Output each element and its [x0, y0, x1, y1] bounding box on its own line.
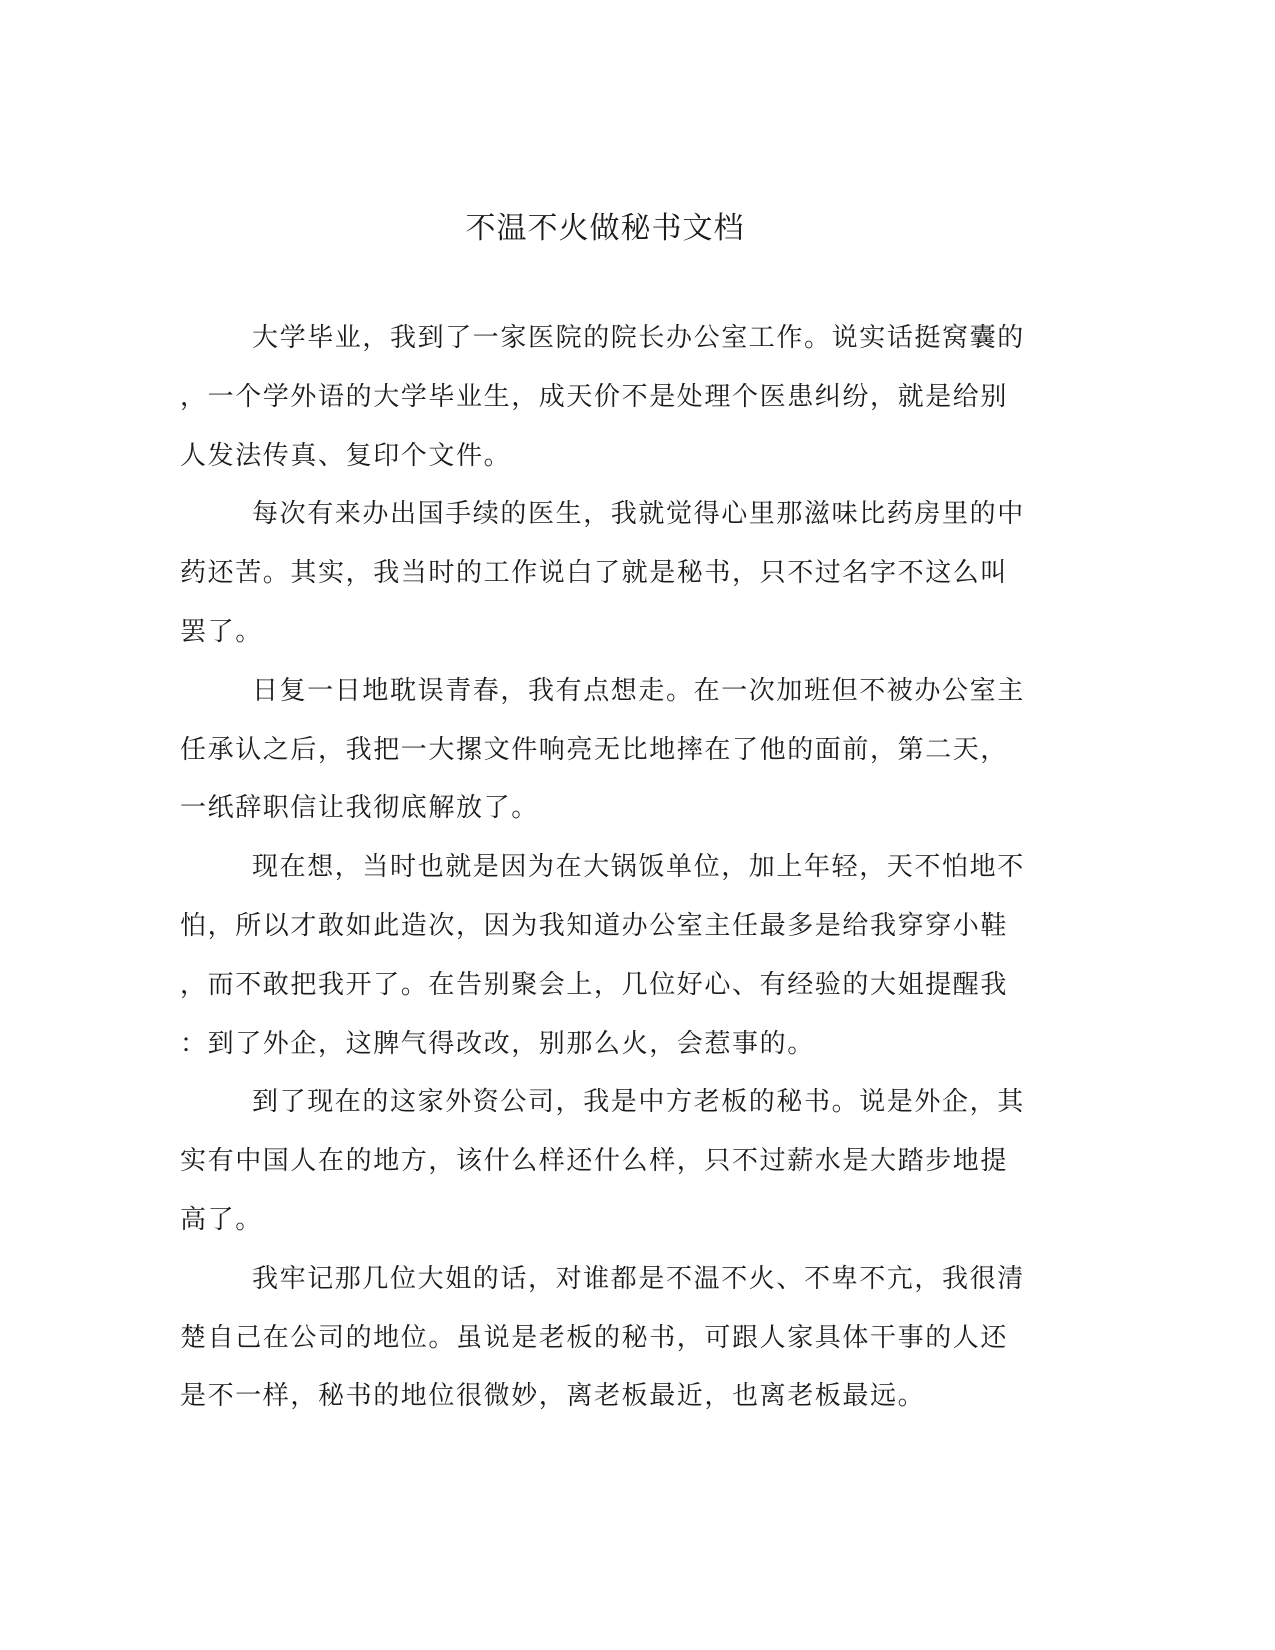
paragraph-line: 一纸辞职信让我彻底解放了。 [180, 793, 539, 824]
paragraph-line: ，一个学外语的大学毕业生，成天价不是处理个医患纠纷，就是给别 [180, 381, 1009, 412]
paragraph [180, 671, 1030, 847]
paragraph-line: 任承认之后，我把一大摞文件响亮无比地摔在了他的面前，第二天， [180, 734, 1009, 765]
paragraph-line: 是不一样，秘书的地位很微妙，离老板最近，也离老板最远。 [180, 1381, 926, 1412]
paragraph [180, 318, 1030, 494]
paragraph-line: 每次有来办出国手续的医生，我就觉得心里那滋味比药房里的中 [252, 499, 1025, 530]
paragraph-line: 高了。 [180, 1204, 263, 1235]
paragraph-line: ，而不敢把我开了。在告别聚会上，几位好心、有经验的大姐提醒我 [180, 969, 1009, 1000]
paragraph-line: 怕，所以才敢如此造次，因为我知道办公室主任最多是给我穿穿小鞋 [180, 910, 1009, 941]
paragraph-line: 罢了。 [180, 616, 263, 647]
paragraph-line: 现在想，当时也就是因为在大锅饭单位，加上年轻，天不怕地不 [252, 852, 1025, 883]
paragraph-line: 实有中国人在的地方，该什么样还什么样，只不过薪水是大踏步地提 [180, 1146, 1009, 1177]
paragraph-line: 我牢记那几位大姐的话，对谁都是不温不火、不卑不亢，我很清 [252, 1263, 1025, 1294]
paragraph-line: 大学毕业，我到了一家医院的院长办公室工作。说实话挺窝囊的 [252, 323, 1025, 353]
paragraph [180, 847, 1030, 1082]
paragraph-line: 人发法传真、复印个文件。 [180, 440, 512, 471]
paragraph [180, 1082, 1030, 1258]
paragraph [180, 494, 1030, 670]
paragraph-line: 药还苦。其实，我当时的工作说白了就是秘书，只不过名字不这么叫 [180, 558, 1009, 589]
paragraph-line: 日复一日地耽误青春，我有点想走。在一次加班但不被办公室主 [252, 675, 1025, 706]
paragraph-line: 楚自己在公司的地位。虽说是老板的秘书，可跟人家具体干事的人还 [180, 1322, 1009, 1353]
paragraph-line: 到了现在的这家外资公司，我是中方老板的秘书。说是外企，其 [252, 1087, 1025, 1118]
document-title: 不温不火做秘书文档 [465, 211, 745, 246]
paragraph [180, 1259, 1030, 1435]
document-body [180, 318, 1030, 1435]
paragraph-line: ：到了外企，这脾气得改改，别那么火，会惹事的。 [180, 1028, 815, 1059]
